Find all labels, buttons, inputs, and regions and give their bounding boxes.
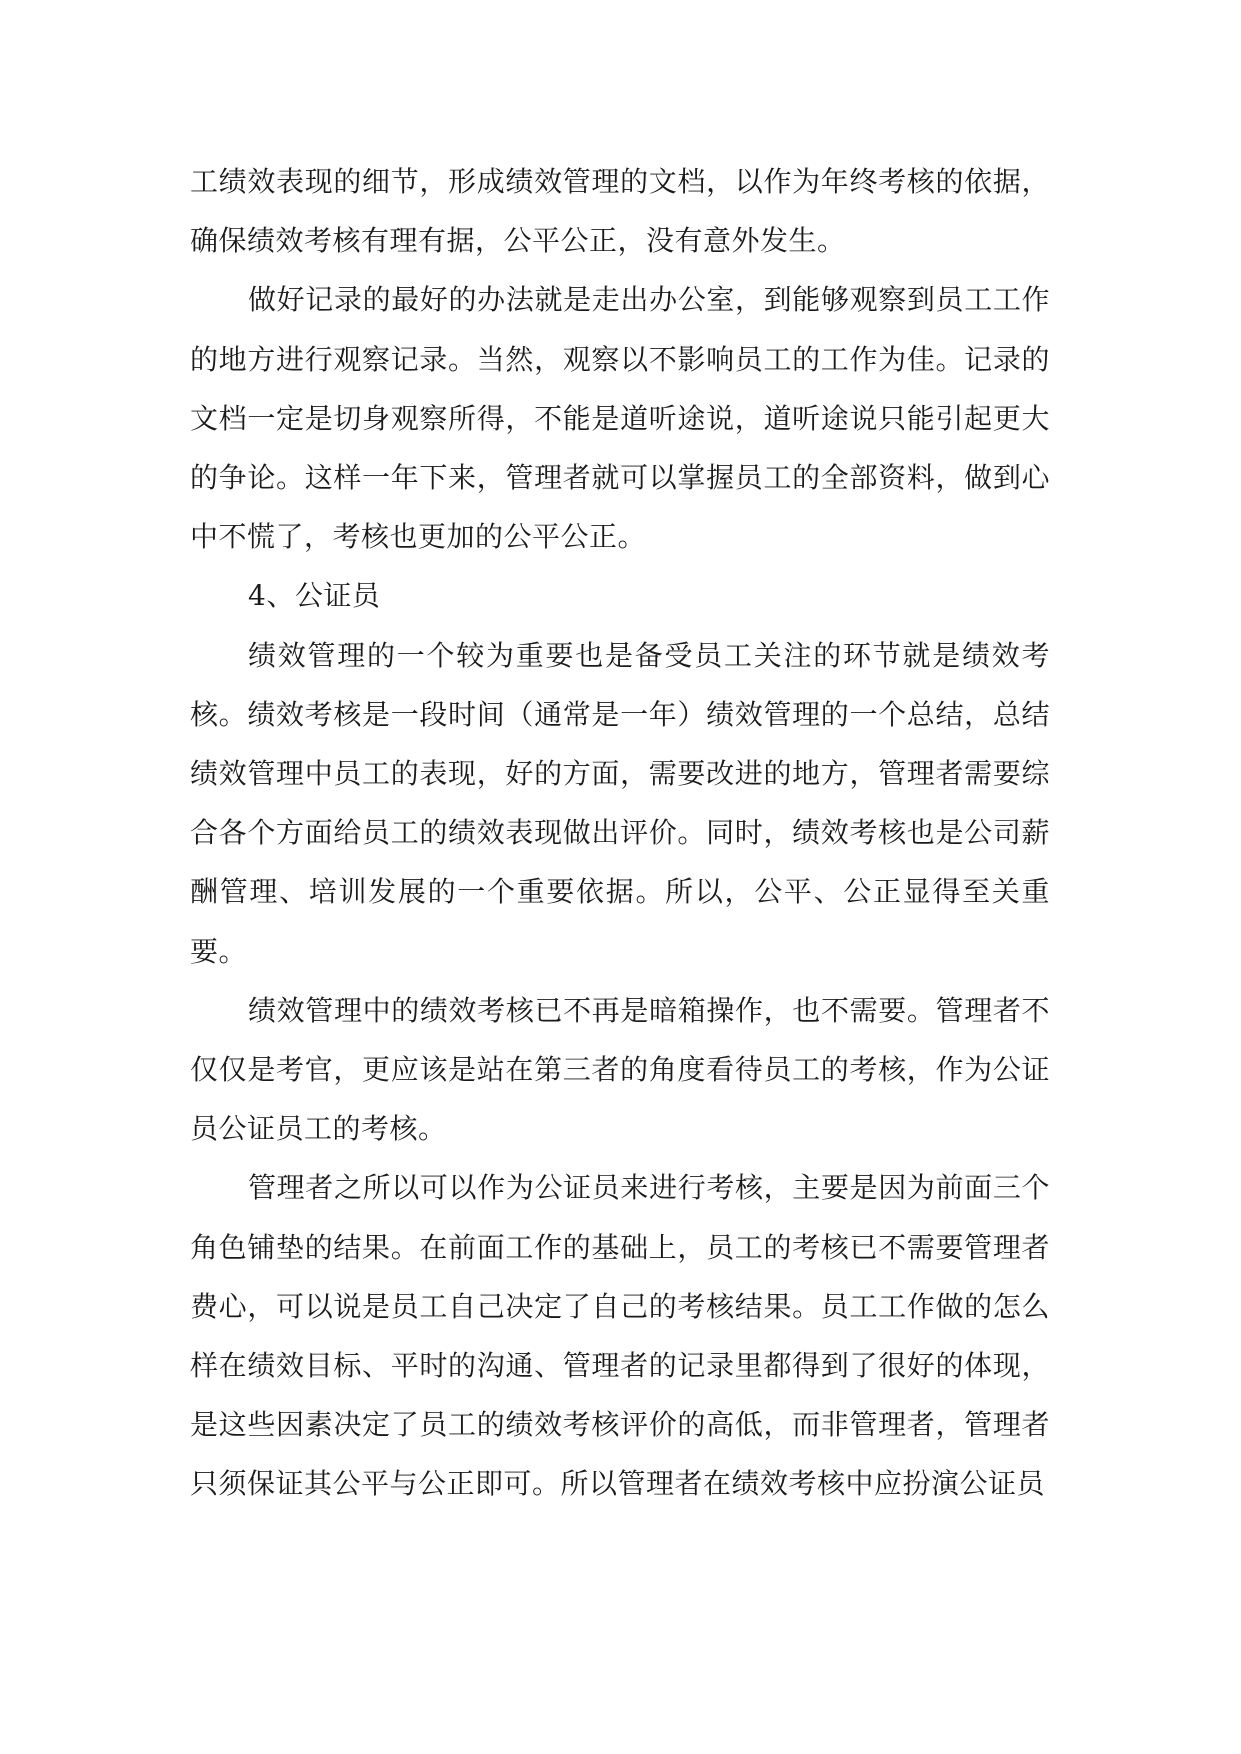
paragraph-recording: 做好记录的最好的办法就是走出办公室，到能够观察到员工工作的地方进行观察记录。当然，观察以不影响员工的工作为佳。记录的文档一定是切身观察所得，不能是道听途说，道听途说只能引起更大的争论。这样一年下来，管理者就可以掌握员工的全部资料，做到心中不慌了，考核也更加的公平公正。: [190, 283, 1050, 554]
paragraph-not-black-box: 绩效管理中的绩效考核已不再是暗箱操作，也不需要。管理者不仅仅是考官，更应该是站在第三者的角度看待员工的考核，作为公证员公证员工的考核。: [190, 993, 1050, 1146]
paragraph-why-notary: 管理者之所以可以作为公证员来进行考核，主要是因为前面三个角色铺垫的结果。在前面工作的基础上，员工的考核已不需要管理者费心，可以说是员工自己决定了自己的考核结果。员工工作做的怎么样在绩效目标、平时的沟通、管理者的记录里都得到了很好的体现，是这些因素决定了员工的绩效考核评价的高低，而非管理者，管理者只须保证其公平与公正即可。所以管理者在绩效考核中应扮演公证员: [190, 1171, 1050, 1501]
paragraph-appraisal: 绩效管理的一个较为重要也是备受员工关注的环节就是绩效考核。绩效考核是一段时间（通常是一年）绩效管理的一个总结，总结绩效管理中员工的表现，好的方面，需要改进的地方，管理者需要综合各个方面给员工的绩效表现做出评价。同时，绩效考核也是公司薪酬管理、培训发展的一个重要依据。所以，公平、公正显得至关重要。: [190, 638, 1050, 968]
paragraph-continuation: 工绩效表现的细节，形成绩效管理的文档，以作为年终考核的依据，确保绩效考核有理有据，公平公正，没有意外发生。: [190, 165, 1050, 258]
section-heading-notary: 4、公证员: [248, 579, 381, 613]
document-body: [190, 152, 1050, 1514]
